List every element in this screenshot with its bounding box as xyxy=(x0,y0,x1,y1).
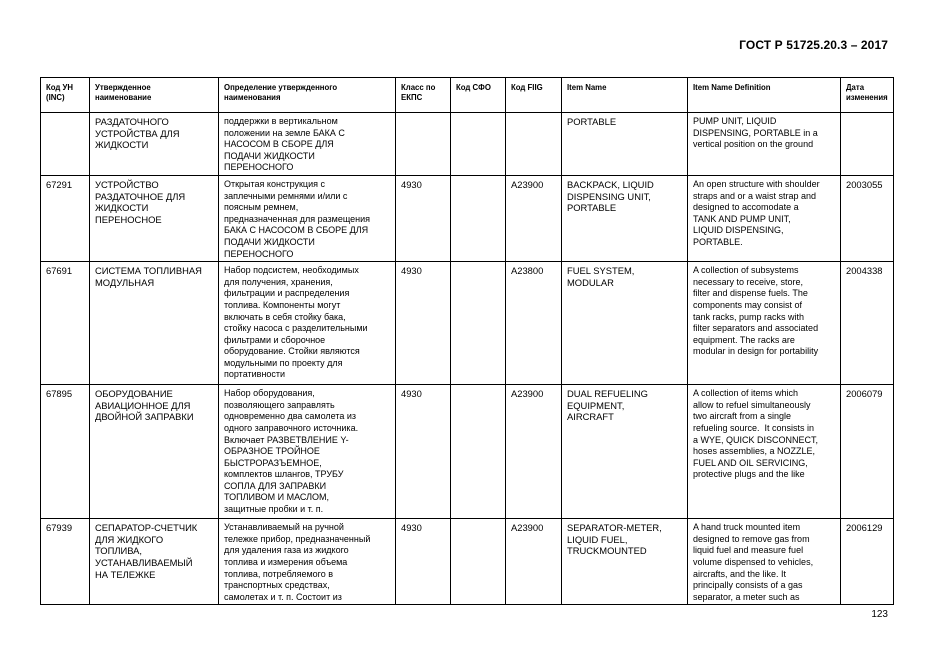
cell-date: 2006079 xyxy=(841,385,894,519)
cell-definition: Устанавливаемый на ручной тележке прибор, предназначенный для удаления газа из жидкого топлива и измерения объема топлива, потребляемого в транспортных средствах, самолетах и т. п. Состоит из xyxy=(219,519,396,605)
column-header-item-name: Item Name xyxy=(562,78,688,113)
column-header-date: Дата изменения xyxy=(841,78,894,113)
column-header-fiig: Код FIIG xyxy=(506,78,562,113)
column-header-class: Класс по ЕКПС xyxy=(396,78,451,113)
cell-class xyxy=(396,113,451,176)
cell-item-name: SEPARATOR-METER, LIQUID FUEL, TRUCKMOUNTED xyxy=(562,519,688,605)
cell-approved-name: УСТРОЙСТВО РАЗДАТОЧНОЕ ДЛЯ ЖИДКОСТИ ПЕРЕНОСНОЕ xyxy=(90,175,219,261)
page-number: 123 xyxy=(871,609,888,620)
cell-definition: Открытая конструкция с заплечными ремнями и/или с поясным ремнем, предназначенная для размещения БАКА С НАСОСОМ В СБОРЕ ДЛЯ ПОДАЧИ ЖИДКОСТИ ПЕРЕНОСНОГО xyxy=(219,175,396,261)
cell-approved-name: ОБОРУДОВАНИЕ АВИАЦИОННОЕ ДЛЯ ДВОЙНОЙ ЗАПРАВКИ xyxy=(90,385,219,519)
cell-fiig xyxy=(506,113,562,176)
cell-inc: 67939 xyxy=(41,519,90,605)
column-header-sfo: Код СФО xyxy=(451,78,506,113)
cell-fiig: A23900 xyxy=(506,519,562,605)
table-row xyxy=(41,262,894,385)
cell-class: 4930 xyxy=(396,262,451,385)
table-header-row xyxy=(41,78,894,113)
cell-inc: 67291 xyxy=(41,175,90,261)
cell-approved-name: РАЗДАТОЧНОГО УСТРОЙСТВА ДЛЯ ЖИДКОСТИ xyxy=(90,113,219,176)
cell-sfo xyxy=(451,262,506,385)
cell-class: 4930 xyxy=(396,175,451,261)
cell-item-name-definition: A collection of subsystems necessary to receive, store, filter and dispense fuels. The components may consist of tank racks, pump racks with filter separators and associated equipment. The racks are modular in design for portability xyxy=(688,262,841,385)
column-header-item-name-definition: Item Name Definition xyxy=(688,78,841,113)
cell-date: 2003055 xyxy=(841,175,894,261)
cell-date: 2006129 xyxy=(841,519,894,605)
cell-item-name-definition: A hand truck mounted item designed to remove gas from liquid fuel and measure fuel volume dispensed to vehicles, aircrafts, and the like. It principally consists of a gas separator, a meter such as xyxy=(688,519,841,605)
cell-definition: Набор оборудования, позволяющего заправлять одновременно два самолета из одного заправочного источника. Включает РАЗВЕТВЛЕНИЕ Y- ОБРАЗНОЕ ТРОЙНОЕ БЫСТРОРАЗЪЕМНОЕ, комплектов шлангов, ТРУБУ СОПЛА ДЛЯ ЗАПРАВКИ ТОПЛИВОМ И МАСЛОМ, защитные пробки и т. п. xyxy=(219,385,396,519)
column-header-definition: Определение утвержденного наименования xyxy=(219,78,396,113)
cell-item-name-definition: An open structure with shoulder straps and or a waist strap and designed to accomodate a TANK AND PUMP UNIT, LIQUID DISPENSING, PORTABLE. xyxy=(688,175,841,261)
cell-sfo xyxy=(451,385,506,519)
table-row xyxy=(41,113,894,176)
document-header: ГОСТ Р 51725.20.3 – 2017 xyxy=(739,38,888,52)
cell-class: 4930 xyxy=(396,519,451,605)
cell-item-name: FUEL SYSTEM, MODULAR xyxy=(562,262,688,385)
cell-sfo xyxy=(451,113,506,176)
cell-sfo xyxy=(451,519,506,605)
cell-definition: поддержки в вертикальном положении на земле БАКА С НАСОСОМ В СБОРЕ ДЛЯ ПОДАЧИ ЖИДКОСТИ ПЕРЕНОСНОГО xyxy=(219,113,396,176)
cell-date: 2004338 xyxy=(841,262,894,385)
cell-inc: 67895 xyxy=(41,385,90,519)
cell-item-name-definition: PUMP UNIT, LIQUID DISPENSING, PORTABLE in a vertical position on the ground xyxy=(688,113,841,176)
cell-fiig: A23900 xyxy=(506,385,562,519)
cell-fiig: A23900 xyxy=(506,175,562,261)
item-name-table xyxy=(40,77,894,605)
cell-item-name: BACKPACK, LIQUID DISPENSING UNIT, PORTABLE xyxy=(562,175,688,261)
cell-sfo xyxy=(451,175,506,261)
cell-item-name-definition: A collection of items which allow to refuel simultaneously two aircraft from a single refueling source. It consists in a WYE, QUICK DISCONNECT, hoses assemblies, a NOZZLE, FUEL AND OIL SERVICING, protective plugs and the like xyxy=(688,385,841,519)
cell-approved-name: СИСТЕМА ТОПЛИВНАЯ МОДУЛЬНАЯ xyxy=(90,262,219,385)
table-row xyxy=(41,175,894,261)
cell-definition: Набор подсистем, необходимых для получения, хранения, фильтрации и распределения топлива. Компоненты могут включать в себя стойку бака, стойку насоса с разделительными фильтрами и сборочное оборудование. Стойки являются модульными по проекту для портативности xyxy=(219,262,396,385)
table-row xyxy=(41,385,894,519)
cell-date xyxy=(841,113,894,176)
cell-item-name: DUAL REFUELING EQUIPMENT, AIRCRAFT xyxy=(562,385,688,519)
cell-inc xyxy=(41,113,90,176)
cell-inc: 67691 xyxy=(41,262,90,385)
cell-fiig: A23800 xyxy=(506,262,562,385)
table-row xyxy=(41,519,894,605)
column-header-approved-name: Утвержденное наименование xyxy=(90,78,219,113)
cell-item-name: PORTABLE xyxy=(562,113,688,176)
cell-class: 4930 xyxy=(396,385,451,519)
column-header-inc: Код УН (INC) xyxy=(41,78,90,113)
cell-approved-name: СЕПАРАТОР-СЧЕТЧИК ДЛЯ ЖИДКОГО ТОПЛИВА, УСТАНАВЛИВАЕМЫЙ НА ТЕЛЕЖКЕ xyxy=(90,519,219,605)
